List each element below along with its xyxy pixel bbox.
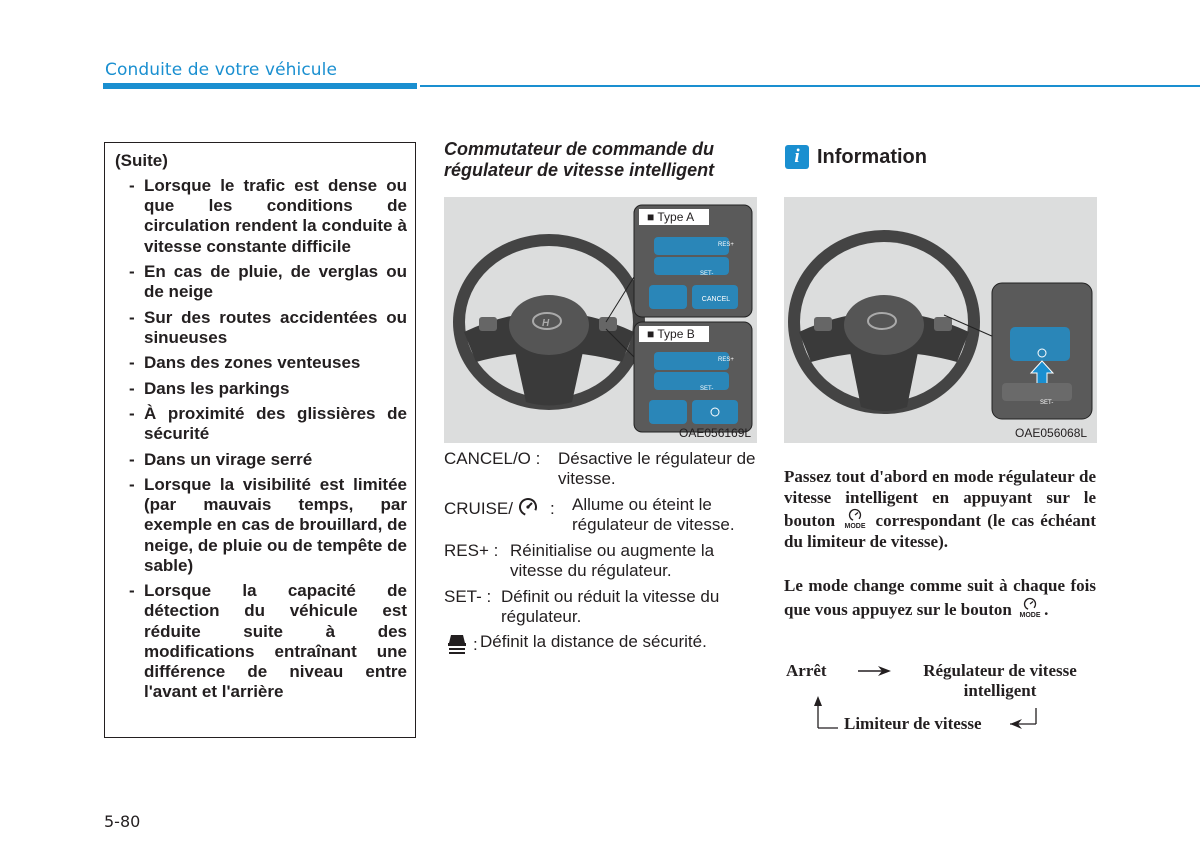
list-item: - Sur des routes accidentées ou sinueuses — [129, 307, 407, 347]
type-b-label: ■ Type B — [647, 327, 695, 341]
list-item: - À proximité des glissières de sécurité — [129, 403, 407, 444]
steering-wheel-figure-b — [784, 197, 1097, 443]
svg-text:CANCEL: CANCEL — [701, 296, 731, 303]
svg-text:SET-: SET- — [700, 386, 714, 392]
flow-state-speed-limiter: Limiteur de vitesse — [844, 714, 982, 733]
cruise-icon — [516, 495, 540, 517]
figure-code: OAE056068L — [1015, 426, 1088, 440]
info-paragraph-2: Le mode change comme suit à chaque fois que vous appuyez sur le bouton MODE . — [784, 576, 1096, 619]
mode-icon — [841, 508, 869, 528]
mode-icon — [1016, 597, 1044, 617]
list-item: - Lorsque le trafic est dense ou que les conditions de circulation rendent la conduite à vitesse constante difficile — [129, 176, 407, 256]
svg-text:RES+: RES+ — [718, 357, 734, 363]
vehicle-distance-icon — [444, 632, 470, 654]
svg-text:MODE: MODE — [1019, 611, 1041, 619]
info-title: Information — [817, 146, 927, 168]
flow-state-smart-cruise: Régulateur de vitesse intelligent — [923, 661, 1077, 700]
arrow-right-icon — [858, 664, 892, 678]
section-heading: Commutateur de commande du régulateur de vitesse intelligent — [444, 139, 715, 180]
header-bar-thick — [103, 83, 417, 89]
page-number: 5-80 — [104, 812, 141, 831]
figure-code: OAE056169L — [679, 426, 752, 440]
steering-wheel-figure-a — [444, 197, 757, 443]
svg-text:SET-: SET- — [700, 271, 714, 277]
svg-text:RES+: RES+ — [718, 242, 734, 248]
set-label: SET- — [1040, 400, 1054, 406]
list-item: - Lorsque la capacité de détection du véhicule est réduite suite à des modifications entraînant une différence de niveau entre l'avant et l'arrière — [129, 581, 407, 702]
continued-list-box — [104, 142, 416, 738]
box-title: (Suite) — [115, 151, 168, 170]
steering-wheel-mode-illustration — [784, 197, 1097, 443]
list-item: - Dans des zones venteuses — [129, 353, 361, 373]
svg-text:H: H — [542, 318, 550, 329]
header-bar-thin — [420, 85, 1200, 87]
condition-list — [129, 176, 407, 708]
list-item: - Lorsque la visibilité est limitée (par mauvais temps, par exemple en cas de brouillard, de neige, de pluie ou de tempête de sable) — [129, 474, 407, 575]
steering-wheel-illustration — [444, 197, 757, 443]
svg-text:MODE: MODE — [844, 523, 866, 530]
list-item: - Dans un virage serré — [129, 449, 313, 469]
flow-state-off: Arrêt — [786, 661, 827, 680]
info-paragraph-1: Passez tout d'abord en mode régulateur de vitesse intelligent en appuyant sur le bouton MODE correspondant (le cas échéant du limiteur de vitesse). — [784, 467, 1097, 551]
list-item: - Dans les parkings — [129, 378, 290, 398]
info-icon: i — [785, 145, 809, 169]
list-item: - En cas de pluie, de verglas ou de neige — [129, 262, 407, 302]
section-title: Conduite de votre véhicule — [105, 60, 338, 80]
type-a-label: ■ Type A — [647, 210, 695, 224]
